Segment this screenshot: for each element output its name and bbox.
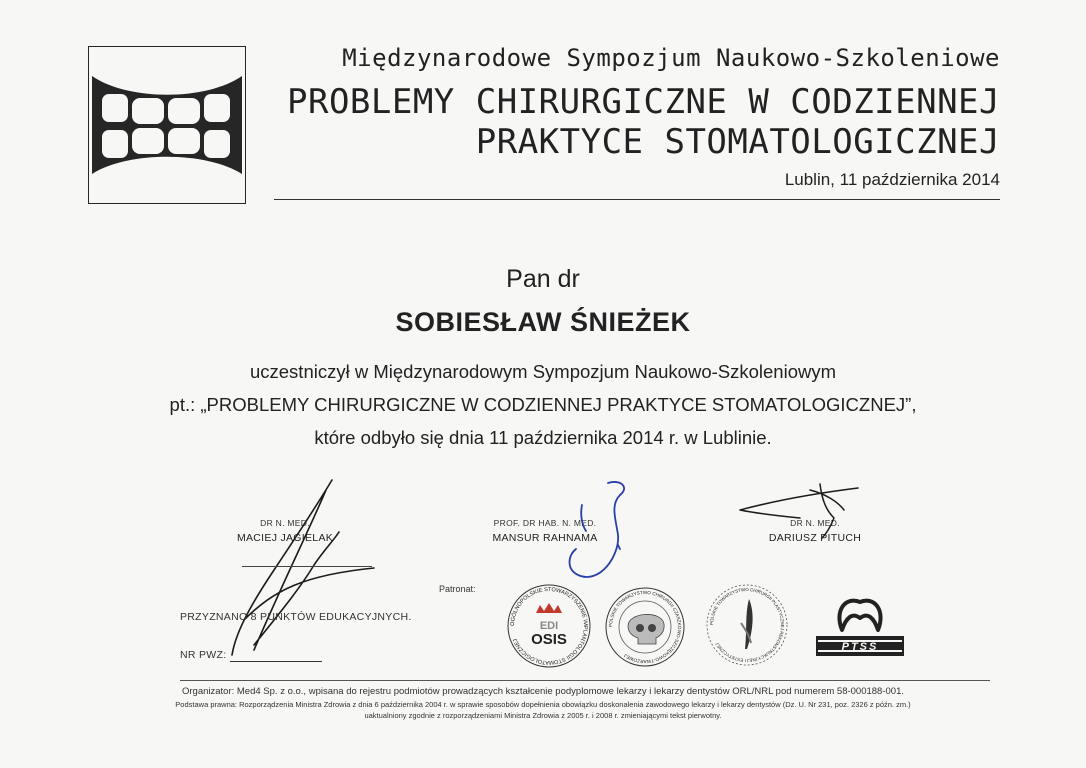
ptcsit-ring-text: POLSKIE TOWARZYSTWO CHIRURGII CZASZKOWO-SZCZĘKOWO-TWARZOWEJ	[607, 589, 683, 665]
osis-logo-top: EDI	[539, 620, 559, 632]
organizer-note: Organizator: Med4 Sp. z o.o., wpisana do rejestru podmiotów prowadzących kształcenie podyplomowe lekarzy i lekarzy dentystów ORL/NRL pod numerem 58-000188-001.	[181, 686, 904, 697]
ptss-logo	[812, 590, 908, 660]
participation-statement: uczestniczył w Międzynarodowym Sympozjum Naukowo-Szkoleniowym	[249, 361, 837, 382]
ptcpris-logo	[705, 583, 789, 667]
symposium-title	[287, 82, 1000, 162]
legal-update-note: uaktualniony zgodnie z rozporządzeniami Ministra Zdrowia z 2005 r. i 2008 r. zmieniającymi tekst pierwotny.	[364, 711, 722, 720]
symposium-name: Międzynarodowe Sympozjum Naukowo-Szkoleniowe	[342, 44, 1000, 72]
tooth-icon	[812, 590, 908, 660]
ptcsit-logo	[604, 586, 686, 668]
signature-3-scribble	[730, 480, 870, 540]
osis-logo-bottom: OSIS	[531, 631, 567, 648]
ptss-label: PTSS	[841, 641, 879, 653]
pwz-number-label: NR PWZ:	[180, 649, 227, 661]
osis-logo	[506, 583, 592, 669]
place-date: Lublin, 11 października 2014	[784, 170, 1000, 189]
skull-seal-icon	[604, 586, 686, 668]
signature-1-scribble	[214, 470, 384, 670]
patronat-label: Patronat:	[439, 584, 476, 594]
pwz-number-line	[230, 661, 322, 662]
signatory-2-name: MANSUR RAHNAMA	[492, 532, 598, 544]
participant-name: SOBIESŁAW ŚNIEŻEK	[395, 307, 691, 337]
osis-ring-text: OGÓLNOPOLSKIE STOWARZYSZENIE IMPLANTOLOGII STOMATOLOGICZNEJ	[509, 586, 589, 666]
signatory-1-name: MACIEJ JAGIELAK	[236, 532, 334, 544]
event-date-statement: które odbyło się dnia 11 października 2014 r. w Lublinie.	[314, 427, 772, 448]
teeth-logo-icon	[88, 46, 246, 204]
symposium-title-line2: PRAKTYCE STOMATOLOGICZNEJ	[475, 122, 1000, 162]
symposium-logo	[88, 46, 246, 204]
osis-seal-icon	[506, 583, 592, 669]
ptcpris-ring-text: POLSKIE TOWARZYSTWO CHIRURGII PLASTYCZNEJ REKONSTRUKCYJNEJ I ESTETYCZNEJ	[708, 586, 786, 664]
signatory-1-title: DR N. MED.	[260, 518, 310, 528]
signature-line	[242, 566, 372, 567]
header-divider	[274, 199, 1000, 200]
event-title-statement: pt.: „PROBLEMY CHIRURGICZNE W CODZIENNEJ PRAKTYCE STOMATOLOGICZNEJ”,	[169, 394, 917, 415]
footer-divider	[180, 680, 990, 681]
symposium-title-line1: PROBLEMY CHIRURGICZNE W CODZIENNEJ	[287, 82, 1000, 122]
salutation: Pan dr	[506, 265, 580, 293]
signatory-2-title: PROF. DR HAB. N. MED.	[493, 518, 597, 528]
signature-2-scribble	[560, 475, 640, 595]
signatory-3-name: DARIUSZ PITUCH	[768, 532, 862, 544]
legal-basis-note: Podstawa prawna: Rozporządzenia Ministra Zdrowia z dnia 6 października 2004 r. w sprawie sposobów dopełnienia obowiązku doskonalenia zawodowego lekarzy i lekarzy dentystów (Dz. U. Nr 231, poz. 2326 z późn. zm.)	[175, 700, 911, 709]
scalpel-seal-icon	[705, 583, 789, 667]
education-points: PRZYZNANO 8 PUNKTÓW EDUKACYJNYCH.	[180, 611, 412, 623]
signatory-3-title: DR N. MED.	[790, 518, 840, 528]
